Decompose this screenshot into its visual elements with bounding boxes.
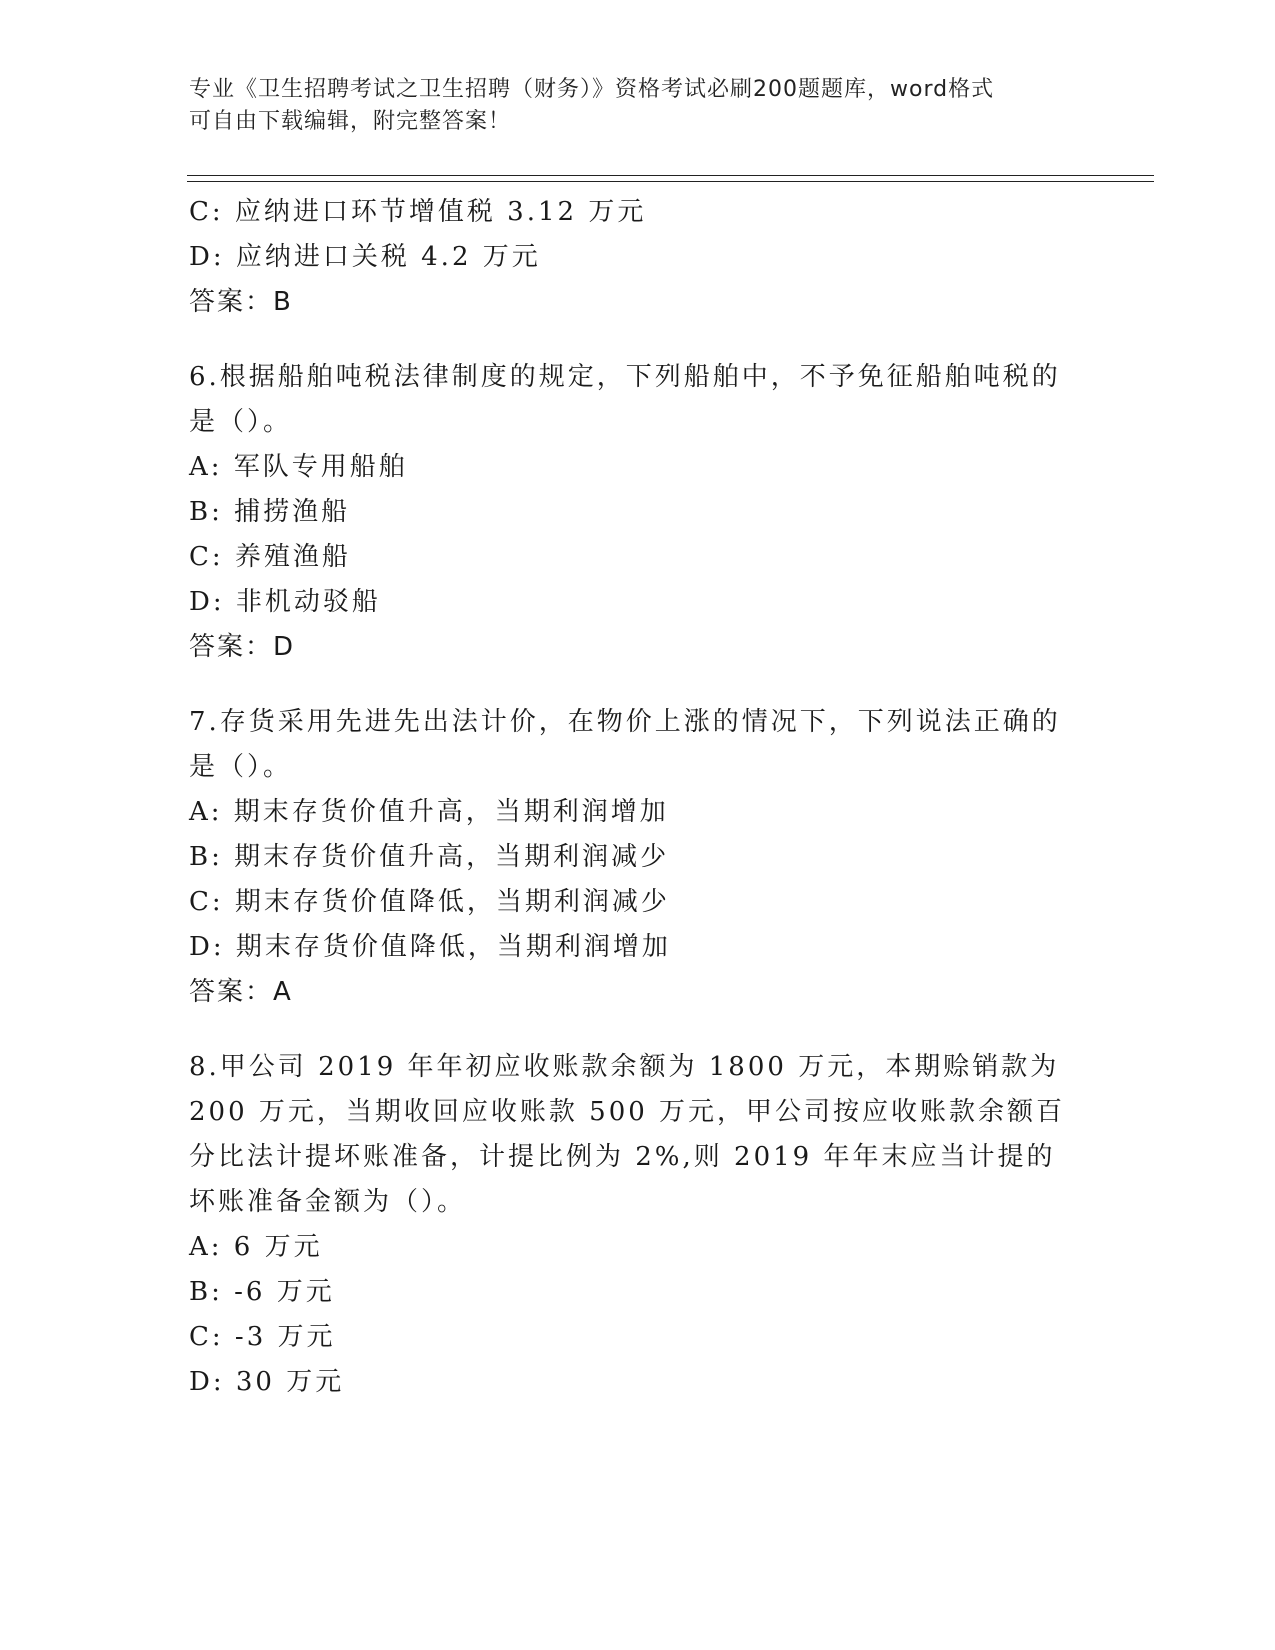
option-c: C: 养殖渔船 [189, 542, 351, 572]
header-line-2: 可自由下载编辑，附完整答案！ [189, 109, 512, 134]
option-c: C: 应纳进口环节增值税 3.12 万元 [189, 197, 647, 227]
answer: 答案：B [189, 287, 293, 317]
option-c: C: -3 万元 [189, 1322, 336, 1352]
option-a: A: 期末存货价值升高，当期利润增加 [189, 797, 669, 827]
option-d: D: 应纳进口关税 4.2 万元 [189, 242, 541, 272]
header-rule-top [187, 175, 1154, 176]
option-a: A: 6 万元 [189, 1232, 323, 1262]
question-7 [189, 700, 1069, 1015]
option-a: A: 军队专用船舶 [189, 452, 408, 482]
question-stem: 8.甲公司 2019 年年初应收账款余额为 1800 万元，本期赊销款为 200 万元，当期收回应收账款 500 万元，甲公司按应收账款余额百分比法计提坏账准备，计提比例为 2%,则 2019 年年末应当计提的坏账准备金额为（）。 [189, 1052, 1066, 1217]
question-stem: 6.根据船舶吨税法律制度的规定，下列船舶中，不予免征船舶吨税的是（）。 [189, 362, 1061, 437]
question-stem: 7.存货采用先进先出法计价，在物价上涨的情况下，下列说法正确的是（）。 [189, 707, 1061, 782]
option-b: B: 捕捞渔船 [189, 497, 351, 527]
option-b: B: -6 万元 [189, 1277, 335, 1307]
option-c: C: 期末存货价值降低，当期利润减少 [189, 887, 670, 917]
document-header [189, 74, 1069, 138]
question-6 [189, 355, 1069, 670]
answer: 答案：D [189, 632, 296, 662]
header-rule-bottom [187, 181, 1154, 182]
answer: 答案：A [189, 977, 293, 1007]
question-list [189, 190, 1069, 1405]
header-line-1: 专业《卫生招聘考试之卫生招聘（财务）》资格考试必刷200题题库，word格式 [189, 77, 995, 102]
option-d: D: 期末存货价值降低，当期利润增加 [189, 932, 671, 962]
option-d: D: 非机动驳船 [189, 587, 381, 617]
question-8 [189, 1045, 1069, 1405]
option-b: B: 期末存货价值升高，当期利润减少 [189, 842, 670, 872]
option-d: D: 30 万元 [189, 1367, 345, 1397]
